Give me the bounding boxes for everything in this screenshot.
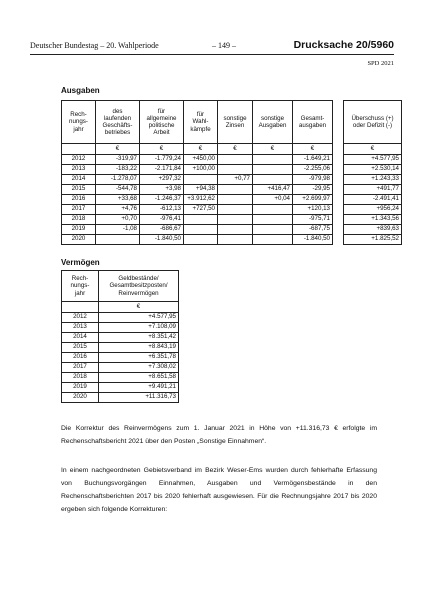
year-cell: 2019 <box>62 383 99 393</box>
value-cell: +7.308,02 <box>99 363 179 373</box>
value-cell: +2.699,97 <box>293 195 333 205</box>
value-cell: +2.530,14 <box>344 165 402 175</box>
value-cell: -1.278,07 <box>96 175 140 185</box>
value-cell <box>96 235 140 245</box>
value-cell: -975,71 <box>293 215 333 225</box>
value-cell <box>253 225 293 235</box>
column-header: Überschuss (+) oder Defizit (-) <box>344 101 402 144</box>
value-cell: -1,08 <box>96 225 140 235</box>
unit-cell: € <box>293 144 333 155</box>
column-header: sonstige Ausgaben <box>253 101 293 144</box>
table-row <box>62 215 402 225</box>
table-row <box>62 155 402 165</box>
value-cell: +1.343,56 <box>344 215 402 225</box>
value-cell: -979,98 <box>293 175 333 185</box>
value-cell: -976,41 <box>140 215 184 225</box>
vermoegen-table <box>61 270 179 403</box>
column-header: für allgemeine politische Arbeit <box>140 101 184 144</box>
value-cell <box>253 175 293 185</box>
year-cell: 2017 <box>62 363 99 373</box>
unit-cell <box>62 144 96 155</box>
value-cell: +450,00 <box>184 155 218 165</box>
value-cell: +0,04 <box>253 195 293 205</box>
value-cell <box>184 235 218 245</box>
table-row <box>62 393 179 403</box>
value-cell: -2.491,41 <box>344 195 402 205</box>
year-cell: 2018 <box>62 373 99 383</box>
value-cell: +839,63 <box>344 225 402 235</box>
column-gap <box>333 205 344 215</box>
header-title: Deutscher Bundestag – 20. Wahlperiode <box>30 41 159 50</box>
ausgaben-table <box>61 100 402 245</box>
value-cell: +33,68 <box>96 195 140 205</box>
value-cell <box>218 235 253 245</box>
column-header: sonstige Zinsen <box>218 101 253 144</box>
value-cell: +0,70 <box>96 215 140 225</box>
header-rule <box>30 54 394 55</box>
table-row <box>62 323 179 333</box>
year-cell: 2016 <box>62 353 99 363</box>
year-cell: 2017 <box>62 205 96 215</box>
paragraph-weser-ems: In einem nachgeordneten Gebietsverband im Bezirk Weser-Ems wurden durch fehlerhafte Erfassung von Buchungsvorgängen Einnahmen, Ausgaben und Vermögensbestände in den Rechenschaftsberichten 2017 bis 2020 fehlerhaft ausgewiesen. Für die Rechnungsjahre 2017 bis 2020 ergeben sich folgende Korrekturen: <box>61 467 377 513</box>
unit-cell: € <box>218 144 253 155</box>
column-header: Rech- nungs- jahr <box>62 101 96 144</box>
table-row <box>62 175 402 185</box>
value-cell: -1.840,50 <box>140 235 184 245</box>
unit-cell: € <box>99 302 179 313</box>
value-cell: +4.577,95 <box>99 313 179 323</box>
value-cell <box>218 205 253 215</box>
unit-cell: € <box>184 144 218 155</box>
value-cell: +0,77 <box>218 175 253 185</box>
table-row <box>62 313 179 323</box>
column-gap <box>333 155 344 165</box>
value-cell <box>253 155 293 165</box>
year-cell: 2020 <box>62 235 96 245</box>
value-cell: -612,13 <box>140 205 184 215</box>
value-cell <box>184 215 218 225</box>
value-cell: +9.491,21 <box>99 383 179 393</box>
value-cell <box>218 185 253 195</box>
column-gap <box>333 215 344 225</box>
column-header: Gesamt- ausgaben <box>293 101 333 144</box>
column-header: des laufenden Geschäfts- betriebes <box>96 101 140 144</box>
year-cell: 2016 <box>62 195 96 205</box>
paragraph-correction: Die Korrektur des Reinvermögens zum 1. Januar 2021 in Höhe von +11.316,73 € erfolgte im Rechenschaftsbericht 2021 über den Posten „Sonstige Einnahmen“. <box>61 425 377 445</box>
column-gap <box>333 225 344 235</box>
table-row <box>62 343 179 353</box>
value-cell: +297,32 <box>140 175 184 185</box>
table-row <box>62 235 402 245</box>
table-row <box>62 373 179 383</box>
value-cell: +8.651,58 <box>99 373 179 383</box>
value-cell: -2.171,84 <box>140 165 184 175</box>
column-gap <box>333 185 344 195</box>
value-cell: +956,24 <box>344 205 402 215</box>
unit-cell: € <box>96 144 140 155</box>
table-row <box>62 185 402 195</box>
table-row <box>62 363 179 373</box>
unit-cell: € <box>344 144 402 155</box>
value-cell: -183,22 <box>96 165 140 175</box>
value-cell <box>253 165 293 175</box>
column-gap <box>333 101 344 144</box>
value-cell <box>184 175 218 185</box>
value-cell <box>253 205 293 215</box>
table-row <box>62 205 402 215</box>
section-title-ausgaben: Ausgaben <box>61 86 100 95</box>
page-number: – 149 – <box>212 41 236 50</box>
value-cell: -687,75 <box>293 225 333 235</box>
page-header <box>30 40 394 52</box>
table-row <box>62 195 402 205</box>
value-cell: -319,97 <box>96 155 140 165</box>
units-row <box>62 144 402 155</box>
value-cell: +1.825,52 <box>344 235 402 245</box>
table-row <box>62 383 179 393</box>
value-cell: -544,78 <box>96 185 140 195</box>
value-cell: +11.316,73 <box>99 393 179 403</box>
value-cell: +1.243,33 <box>344 175 402 185</box>
section-title-vermoegen: Vermögen <box>61 258 100 267</box>
table-row <box>62 225 402 235</box>
value-cell: +416,47 <box>253 185 293 195</box>
value-cell: -1.779,24 <box>140 155 184 165</box>
table-row <box>62 353 179 363</box>
value-cell: +120,13 <box>293 205 333 215</box>
header-row <box>62 271 179 302</box>
value-cell: -686,67 <box>140 225 184 235</box>
value-cell <box>253 215 293 225</box>
unit-cell: € <box>253 144 293 155</box>
value-cell <box>184 225 218 235</box>
table-row <box>62 333 179 343</box>
value-cell: +4.577,95 <box>344 155 402 165</box>
year-cell: 2018 <box>62 215 96 225</box>
value-cell: -1.246,37 <box>140 195 184 205</box>
value-cell <box>218 215 253 225</box>
units-row <box>62 302 179 313</box>
value-cell: +94,38 <box>184 185 218 195</box>
value-cell: +100,00 <box>184 165 218 175</box>
year-cell: 2014 <box>62 175 96 185</box>
value-cell: +8.351,42 <box>99 333 179 343</box>
value-cell: -29,95 <box>293 185 333 195</box>
column-gap <box>333 165 344 175</box>
value-cell <box>218 165 253 175</box>
year-cell: 2013 <box>62 323 99 333</box>
year-cell: 2013 <box>62 165 96 175</box>
year-cell: 2015 <box>62 343 99 353</box>
value-cell <box>253 235 293 245</box>
year-cell: 2012 <box>62 155 96 165</box>
document-number: Drucksache 20/5960 <box>293 39 394 51</box>
value-cell: +7.108,09 <box>99 323 179 333</box>
value-cell: -1.840,50 <box>293 235 333 245</box>
year-cell: 2019 <box>62 225 96 235</box>
unit-cell: € <box>140 144 184 155</box>
value-cell: -2.255,06 <box>293 165 333 175</box>
column-header: Rech- nungs- jahr <box>62 271 99 302</box>
column-header: für Wahl- kämpfe <box>184 101 218 144</box>
year-cell: 2012 <box>62 313 99 323</box>
unit-cell <box>62 302 99 313</box>
column-gap <box>333 144 344 155</box>
value-cell <box>218 155 253 165</box>
value-cell <box>218 195 253 205</box>
year-cell: 2020 <box>62 393 99 403</box>
value-cell <box>218 225 253 235</box>
year-cell: 2015 <box>62 185 96 195</box>
header-row <box>62 101 402 144</box>
value-cell: +491,77 <box>344 185 402 195</box>
value-cell: +6.351,78 <box>99 353 179 363</box>
column-header: Geldbestände/ Gesamtbesitzposten/ Reinvermögen <box>99 271 179 302</box>
value-cell: +4,76 <box>96 205 140 215</box>
column-gap <box>333 235 344 245</box>
year-cell: 2014 <box>62 333 99 343</box>
column-gap <box>333 195 344 205</box>
party-label: SPD 2021 <box>367 60 394 67</box>
table-row <box>62 165 402 175</box>
value-cell: +727,50 <box>184 205 218 215</box>
value-cell: +3,98 <box>140 185 184 195</box>
value-cell: -1.649,21 <box>293 155 333 165</box>
column-gap <box>333 175 344 185</box>
value-cell: +8.843,19 <box>99 343 179 353</box>
value-cell: +3.912,62 <box>184 195 218 205</box>
